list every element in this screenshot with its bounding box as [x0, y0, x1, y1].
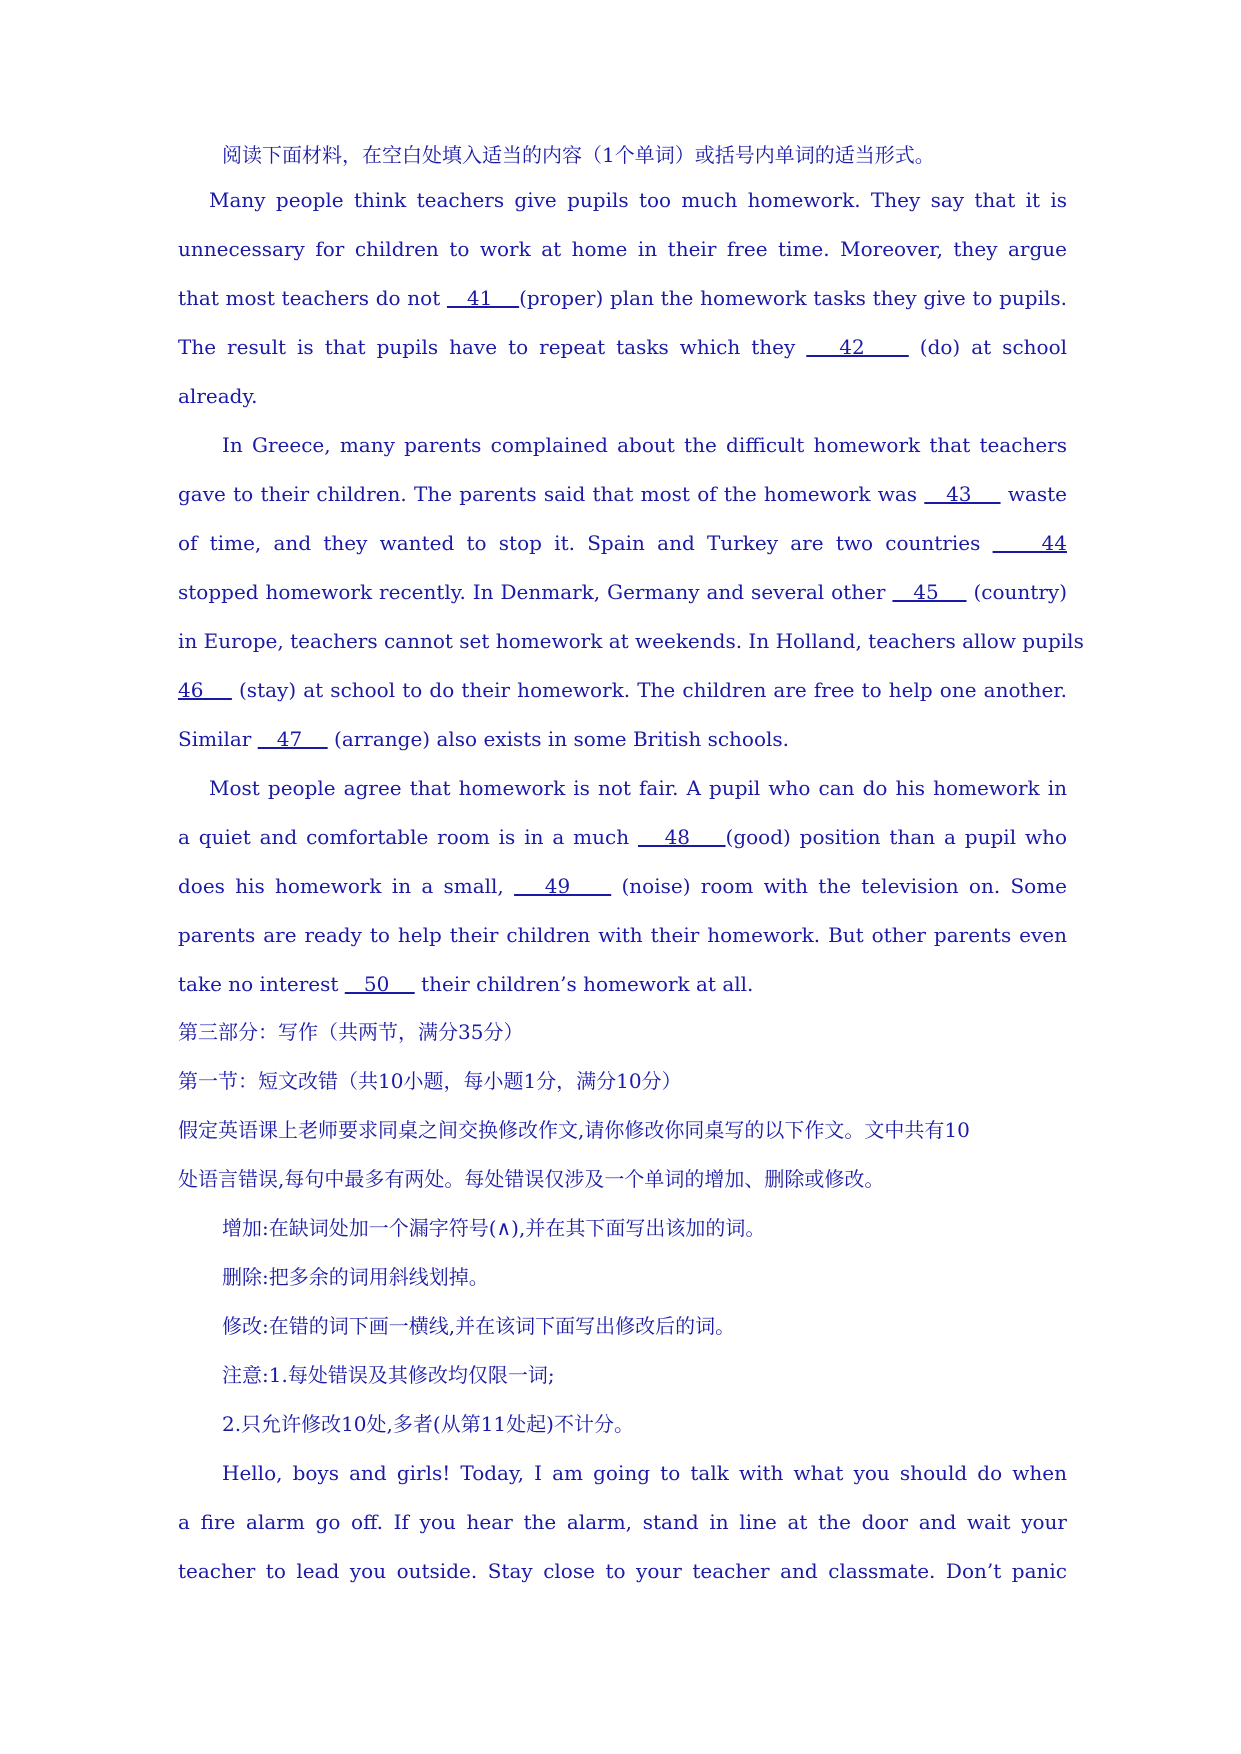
blank-45: 45 — [892, 580, 967, 604]
note-2: 2.只允许修改10处,多者(从第11处起)不计分。 — [222, 1412, 634, 1436]
p2-line-5: in Europe, teachers cannot set homework at weekends. In Holland, teachers allow pupils — [178, 629, 1084, 653]
p2-line-7-text-b: (arrange) also exists in some British schools. — [327, 727, 790, 751]
writing-intro-line-1: 假定英语课上老师要求同桌之间交换修改作文,请你修改你同桌写的以下作文。文中共有10 — [178, 1118, 970, 1142]
p2-line-6-text-b: (stay) at school to do their homework. The children are free to help one another. — [231, 678, 1067, 702]
p2-line-4-text-a: stopped homework recently. In Denmark, Germany and several other — [178, 580, 893, 604]
essay-line-3: teacher to lead you outside. Stay close to your teacher and classmate. Don’t panic — [178, 1559, 1067, 1583]
blank-50: 50 — [344, 972, 415, 996]
p3-line-2 — [178, 823, 1067, 851]
p2-line-3-text-a: of time, and they wanted to stop it. Spain and Turkey are two countries — [178, 531, 993, 555]
blank-47: 47 — [257, 727, 328, 751]
blank-46: 46 — [178, 678, 232, 702]
p2-line-2-text-b: waste — [1000, 482, 1067, 506]
p3-line-2-text-b: (good) position than a pupil who — [725, 825, 1067, 849]
p3-line-3-text-a: does his homework in a small, — [178, 874, 515, 898]
p1-line-4-text-b: (do) at school — [908, 335, 1068, 359]
p1-line-1: Many people think teachers give pupils too much homework. They say that it is — [209, 188, 1067, 212]
blank-42: 42 — [806, 335, 909, 359]
p3-line-5 — [178, 970, 1067, 998]
p2-line-4-text-b: (country) — [966, 580, 1068, 604]
cloze-instruction: 阅读下面材料，在空白处填入适当的内容（1个单词）或括号内单词的适当形式。 — [222, 143, 935, 167]
rule-modify: 修改:在错的词下画一横线,并在该词下面写出修改后的词。 — [222, 1314, 736, 1338]
blank-41: 41 — [446, 286, 520, 310]
writing-intro-line-2: 处语言错误,每句中最多有两处。每处错误仅涉及一个单词的增加、删除或修改。 — [178, 1167, 885, 1191]
essay-line-2: a fire alarm go off. If you hear the alarm, stand in line at the door and wait your — [178, 1510, 1067, 1534]
p1-line-3 — [178, 284, 1067, 312]
p1-line-3-text-a: that most teachers do not — [178, 286, 447, 310]
p3-line-5-text-b: their children’s homework at all. — [414, 972, 754, 996]
blank-48: 48 — [637, 825, 726, 849]
blank-49: 49 — [514, 874, 612, 898]
p3-line-1: Most people agree that homework is not fair. A pupil who can do his homework in — [209, 776, 1067, 800]
p2-line-4 — [178, 578, 1067, 606]
p2-line-2 — [178, 480, 1067, 508]
rule-add: 增加:在缺词处加一个漏字符号(∧),并在其下面写出该加的词。 — [222, 1216, 766, 1240]
p2-line-1: In Greece, many parents complained about the difficult homework that teachers — [222, 433, 1067, 457]
p1-line-2: unnecessary for children to work at home in their free time. Moreover, they argue — [178, 237, 1067, 261]
p2-line-6 — [178, 676, 1067, 704]
p1-line-5: already. — [178, 384, 258, 408]
p3-line-3-text-b: (noise) room with the television on. Some — [611, 874, 1067, 898]
p1-line-3-text-b: (proper) plan the homework tasks they give to pupils. — [519, 286, 1067, 310]
part-three-title: 第三部分：写作（共两节，满分35分） — [178, 1020, 524, 1044]
blank-43: 43 — [924, 482, 1001, 506]
blank-44: 44 — [992, 531, 1067, 555]
rule-delete: 删除:把多余的词用斜线划掉。 — [222, 1265, 489, 1289]
p2-line-3 — [178, 529, 1067, 557]
p3-line-4: parents are ready to help their children with their homework. But other parents even — [178, 923, 1067, 947]
p3-line-2-text-a: a quiet and comfortable room is in a much — [178, 825, 638, 849]
p2-line-7 — [178, 725, 1067, 753]
note-1: 注意:1.每处错误及其修改均仅限一词; — [222, 1363, 555, 1387]
p1-line-4-text-a: The result is that pupils have to repeat tasks which they — [178, 335, 807, 359]
p3-line-5-text-a: take no interest — [178, 972, 345, 996]
p2-line-2-text-a: gave to their children. The parents said that most of the homework was — [178, 482, 925, 506]
essay-line-1: Hello, boys and girls! Today, I am going to talk with what you should do when — [222, 1461, 1067, 1485]
p2-line-7-text-a: Similar — [178, 727, 258, 751]
section-one-title: 第一节：短文改错（共10小题，每小题1分，满分10分） — [178, 1069, 682, 1093]
p3-line-3 — [178, 872, 1067, 900]
p1-line-4 — [178, 333, 1067, 361]
